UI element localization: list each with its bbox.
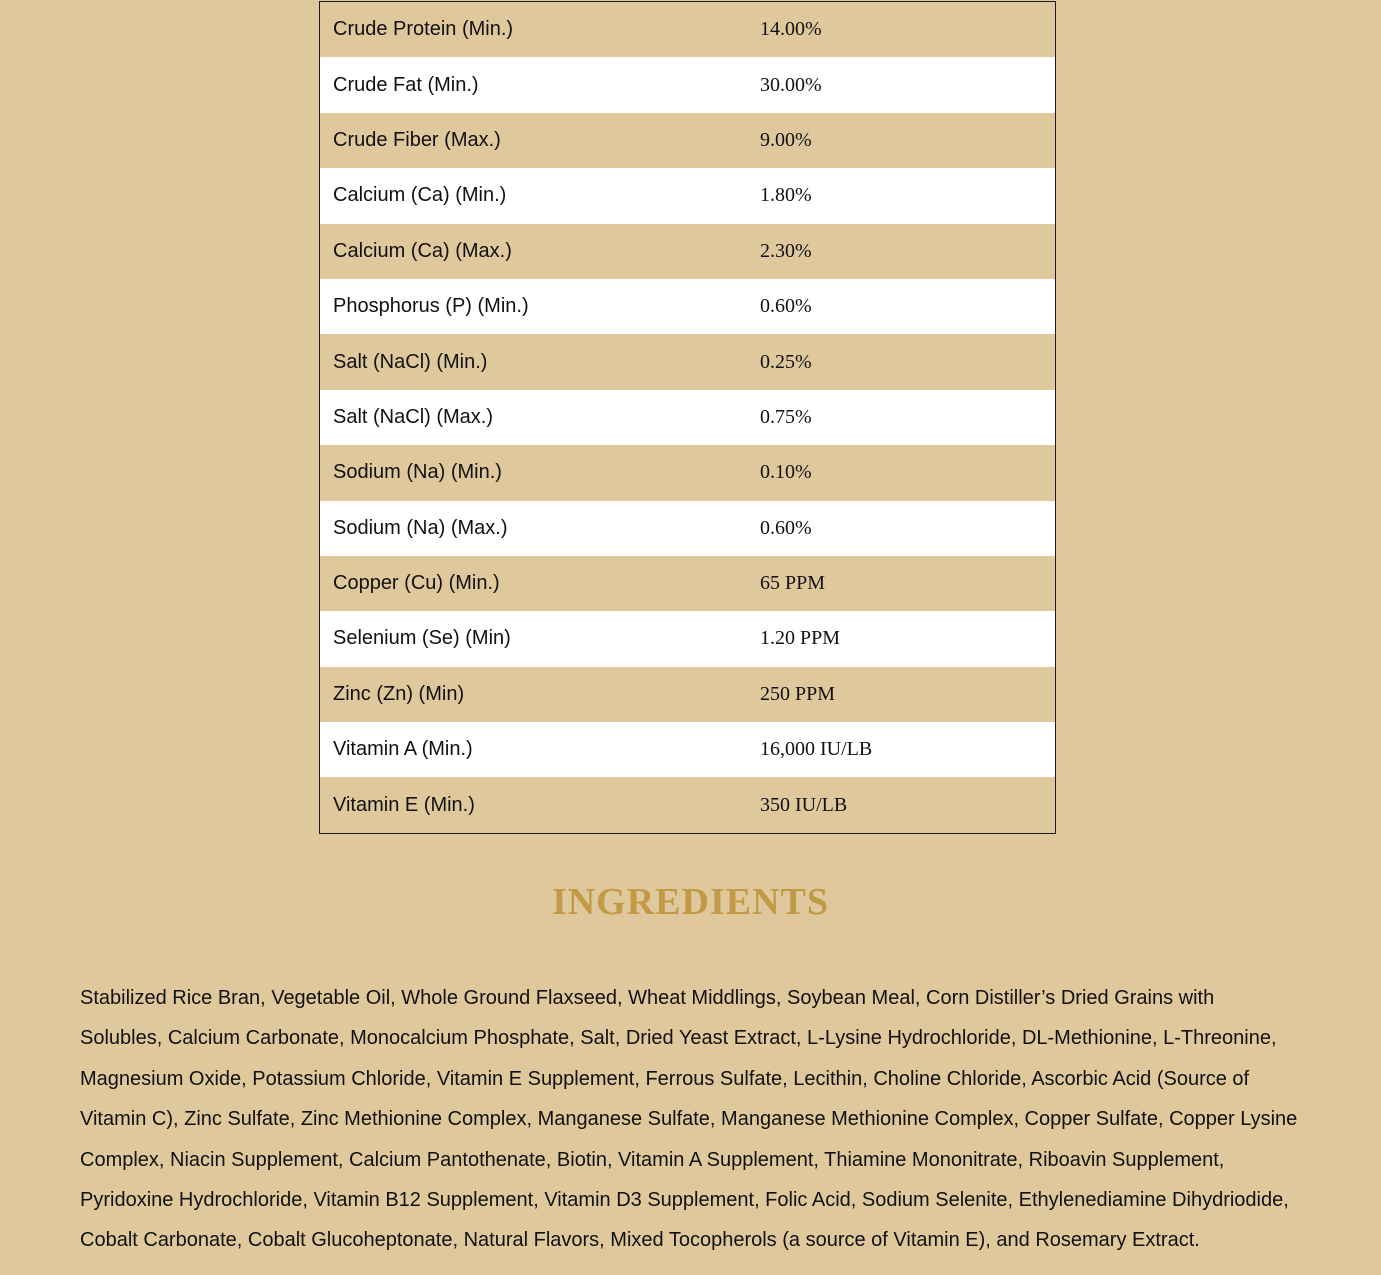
- nutrient-value: 250 PPM: [760, 682, 836, 705]
- table-row: [320, 445, 1055, 500]
- nutrient-value: 16,000 IU/LB: [760, 738, 873, 761]
- nutrient-value: 0.25%: [760, 350, 812, 373]
- table-row: [320, 667, 1055, 722]
- nutrient-value: 14.00%: [760, 18, 822, 41]
- nutrient-name: Sodium (Na) (Max.): [333, 516, 508, 539]
- nutrient-name: Sodium (Na) (Min.): [333, 461, 502, 484]
- table-row: [320, 501, 1055, 556]
- nutrient-name: Zinc (Zn) (Min): [333, 682, 465, 705]
- nutrient-value: 2.30%: [760, 239, 812, 262]
- nutrient-value: 1.80%: [760, 184, 812, 207]
- table-row: [320, 611, 1055, 666]
- table-row: [320, 334, 1055, 389]
- nutrient-name: Salt (NaCl) (Min.): [333, 350, 488, 373]
- table-row: [320, 113, 1055, 168]
- nutrient-name: Crude Protein (Min.): [333, 18, 514, 41]
- table-row: [320, 57, 1055, 112]
- nutrient-value: 350 IU/LB: [760, 793, 848, 816]
- nutrient-name: Calcium (Ca) (Min.): [333, 184, 507, 207]
- nutrient-name: Crude Fat (Min.): [333, 73, 479, 96]
- nutrient-value: 65 PPM: [760, 572, 826, 595]
- guaranteed-analysis-table: [319, 1, 1056, 834]
- table-row: [320, 777, 1055, 832]
- table-row: [320, 224, 1055, 279]
- nutrient-value: 30.00%: [760, 73, 822, 96]
- ingredients-heading: INGREDIENTS: [551, 881, 830, 923]
- table-row: [320, 2, 1055, 57]
- nutrient-name: Salt (NaCl) (Max.): [333, 405, 494, 428]
- nutrient-name: Selenium (Se) (Min): [333, 627, 511, 650]
- nutrient-name: Copper (Cu) (Min.): [333, 572, 500, 595]
- table-row: [320, 279, 1055, 334]
- nutrient-value: 1.20 PPM: [760, 627, 841, 650]
- nutrient-value: 0.75%: [760, 405, 812, 428]
- nutrient-name: Crude Fiber (Max.): [333, 128, 501, 151]
- nutrient-value: 9.00%: [760, 128, 812, 151]
- nutrient-name: Vitamin A (Min.): [333, 738, 473, 761]
- table-row: [320, 556, 1055, 611]
- table-row: [320, 168, 1055, 223]
- nutrient-value: 0.10%: [760, 461, 812, 484]
- nutrient-name: Phosphorus (P) (Min.): [333, 295, 529, 318]
- ingredients-list: Stabilized Rice Bran, Vegetable Oil, Whole Ground Flaxseed, Wheat Middlings, Soybean Meal, Corn Distiller’s Dried Grains with Solubles, Calcium Carbonate, Monocalcium Phosphate, Salt, Dried Yeast Extract, L-Lysine Hydrochloride, DL-Methionine, L-Threonine, Magnesium Oxide, Potassium Chloride, Vitamin E Supplement, Ferrous Sulfate, Lecithin, Choline Chloride, Ascorbic Acid (Source of Vitamin C), Zinc Sulfate, Zinc Methionine Complex, Manganese Sulfate, Manganese Methionine Complex, Copper Sulfate, Copper Lysine Complex, Niacin Supplement, Calcium Pantothenate, Biotin, Vitamin A Supplement, Thiamine Mononitrate, Riboavin Supplement, Pyridoxine Hydrochloride, Vitamin B12 Supplement, Vitamin D3 Supplement, Folic Acid, Sodium Selenite, Ethylenediamine Dihydriodide, Cobalt Carbonate, Cobalt Glucoheptonate, Natural Flavors, Mixed Tocopherols (a source of Vitamin E), and Rosemary Extract.: [80, 987, 1298, 1252]
- nutrient-value: 0.60%: [760, 516, 812, 539]
- table-row: [320, 722, 1055, 777]
- nutrient-name: Calcium (Ca) (Max.): [333, 239, 512, 262]
- nutrient-value: 0.60%: [760, 295, 812, 318]
- nutrient-name: Vitamin E (Min.): [333, 793, 475, 816]
- table-row: [320, 390, 1055, 445]
